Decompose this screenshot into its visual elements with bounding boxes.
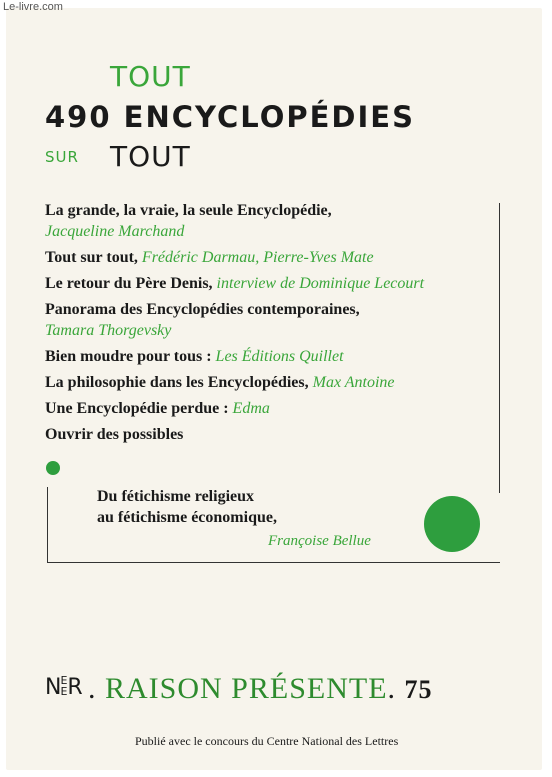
toc-entry <box>45 398 505 419</box>
journal-separator: . <box>88 672 97 705</box>
issue-number: 75 <box>404 675 433 704</box>
title-bottom: TOUT <box>110 140 191 173</box>
title-main: 490 ENCYCLOPÉDIES <box>45 100 415 134</box>
journal-name: RAISON PRÉSENTE <box>105 672 388 705</box>
publisher-logo <box>45 675 82 700</box>
logo-superscript: E E <box>60 674 68 698</box>
toc-author: Jacqueline Marchand <box>45 223 185 240</box>
toc-entry <box>45 299 505 341</box>
toc-title: Ouvrir des possibles <box>45 426 184 443</box>
toc-entry <box>45 247 505 268</box>
logo-letter-n: N <box>45 675 61 700</box>
feature-author: Françoise Bellue <box>268 533 371 549</box>
toc-entry <box>45 346 505 367</box>
watermark: Le-livre.com <box>3 1 63 13</box>
green-dot-large <box>424 496 480 552</box>
toc-title: Bien moudre pour tous : <box>45 348 212 365</box>
toc-entry <box>45 372 505 393</box>
feature-line-2: au fétichisme économique, <box>97 509 277 526</box>
toc-title: Panorama des Encyclopédies contemporaines, <box>45 301 360 318</box>
journal-title <box>88 672 433 706</box>
toc-title: La philosophie dans les Encyclopédies, <box>45 374 309 391</box>
title-top: TOUT <box>110 60 191 93</box>
toc-author: Max Antoine <box>312 374 395 391</box>
toc-author: Edma <box>232 400 270 417</box>
feature-title <box>97 486 277 528</box>
toc-author: interview de Dominique Lecourt <box>216 275 425 292</box>
toc-author: Tamara Thorgevsky <box>45 322 172 339</box>
toc-entry <box>45 273 505 294</box>
toc-author: Frédéric Darmau, Pierre-Yves Mate <box>141 249 374 266</box>
table-of-contents <box>45 200 505 450</box>
logo-letter-r: R <box>67 675 82 700</box>
journal-separator: . <box>387 672 397 705</box>
toc-title: Tout sur tout, <box>45 249 138 266</box>
toc-entry <box>45 200 505 242</box>
title-sur: SUR <box>45 148 79 166</box>
feature-line-1: Du fétichisme religieux <box>97 488 255 505</box>
toc-entry <box>45 424 505 445</box>
toc-title: La grande, la vraie, la seule Encyclopédie, <box>45 202 332 219</box>
green-dot-small <box>46 461 60 475</box>
toc-author: Les Éditions Quillet <box>215 348 344 365</box>
toc-title: Le retour du Père Denis, <box>45 275 213 292</box>
published-note: Publié avec le concours du Centre National des Lettres <box>135 734 399 748</box>
toc-title: Une Encyclopédie perdue : <box>45 400 229 417</box>
